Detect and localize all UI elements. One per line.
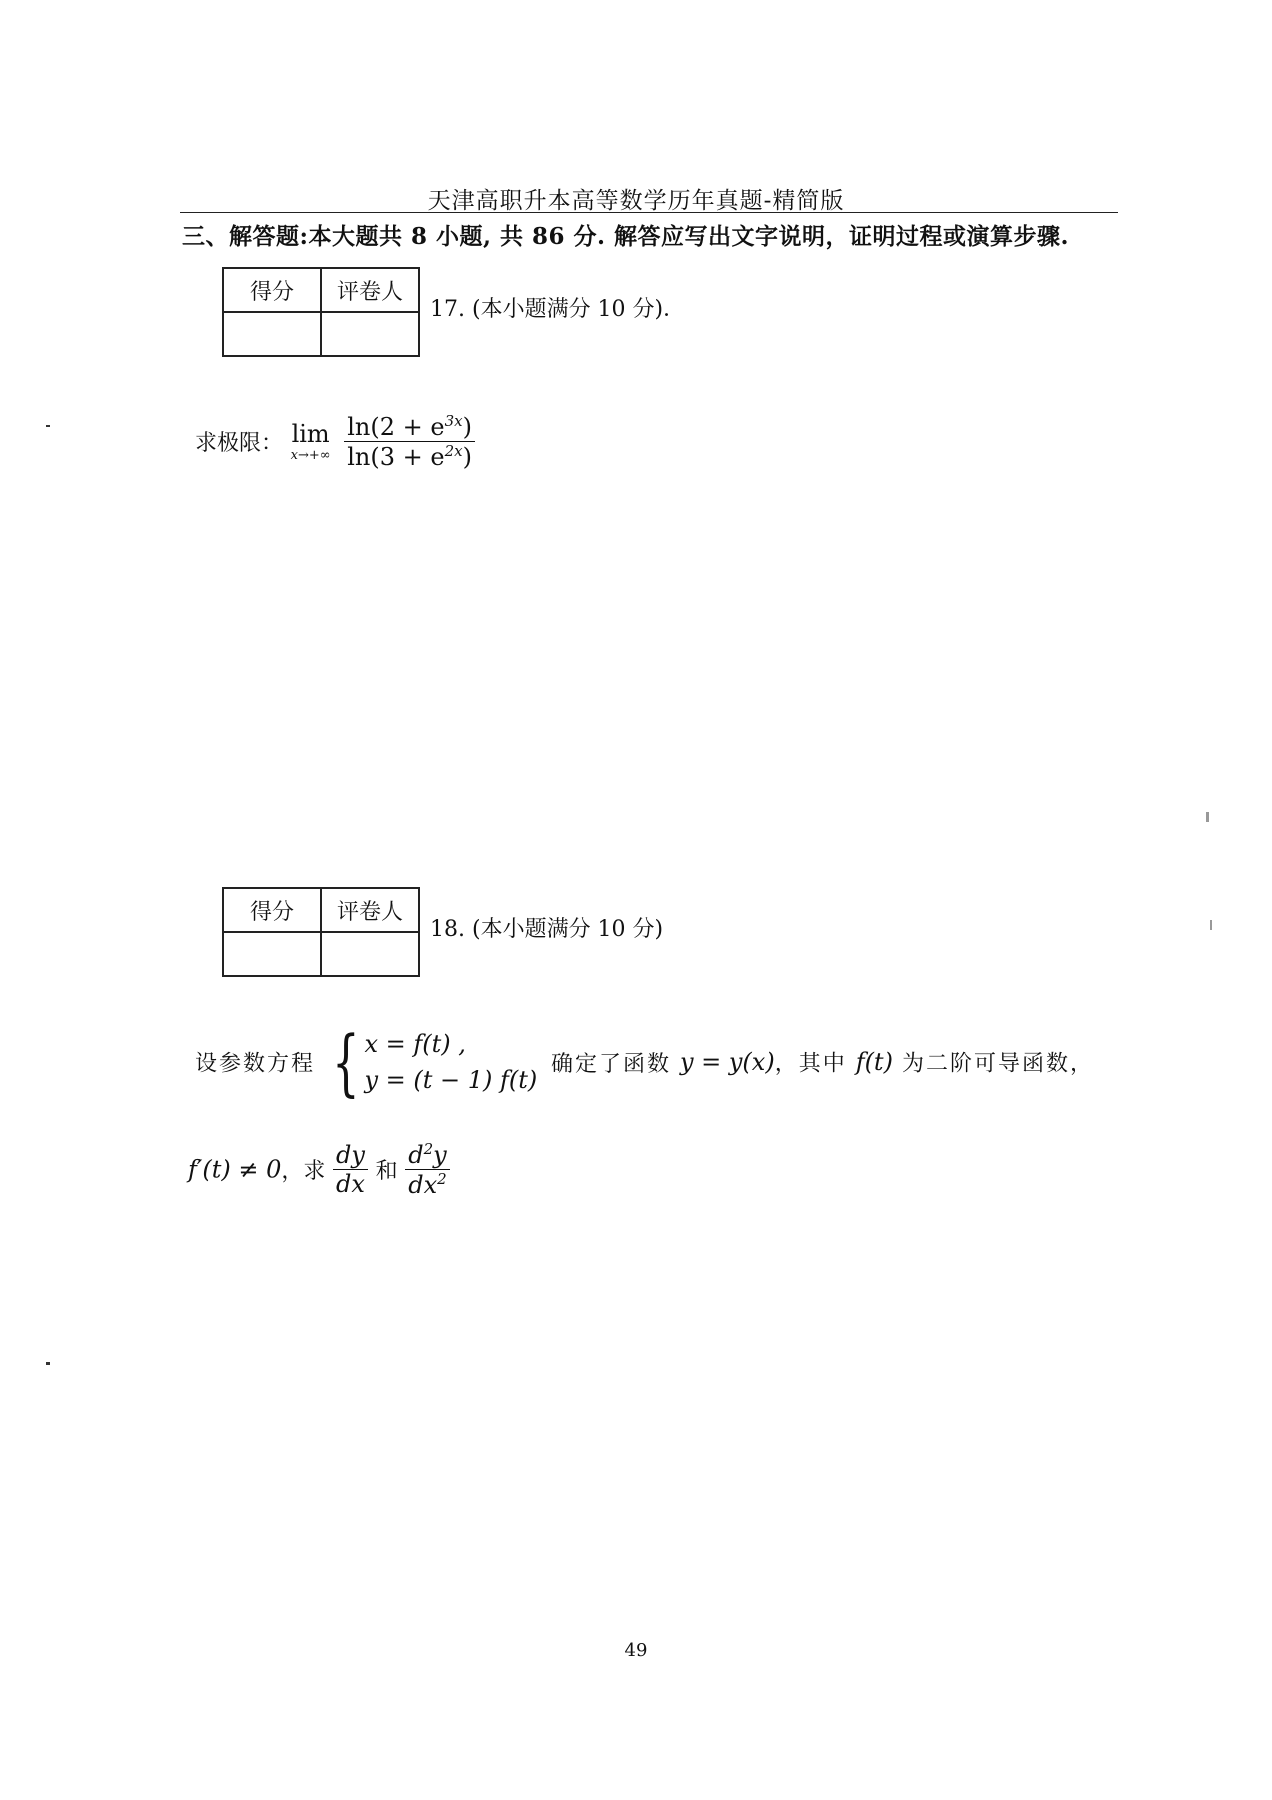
scan-speck [46, 1362, 50, 1365]
numerator-close: ) [462, 413, 472, 441]
question-17-title: 17. (本小题满分 10 分)． [430, 297, 686, 322]
scan-speck [1210, 920, 1212, 930]
numerator-text: ln(2 + e [347, 413, 445, 441]
score-table-q18 [222, 887, 420, 977]
d2-den-dx: dx [408, 1171, 438, 1199]
function-f: f(t) [855, 1048, 893, 1076]
parametric-cases [364, 1026, 537, 1098]
question-18-line1 [195, 1020, 1094, 1104]
score-header: 得分 [223, 888, 321, 932]
question-18-text-c: 为二阶可导函数， [892, 1051, 1094, 1077]
question-18-prompt: 设参数方程 [195, 1051, 316, 1077]
fraction-denominator [344, 442, 475, 471]
case-y: y = (t − 1) f(t) [364, 1066, 538, 1094]
score-cell [223, 932, 321, 976]
question-18-text-a: 确定了函数 [550, 1051, 680, 1077]
and-word: 和 [375, 1159, 398, 1184]
lim-word: lim [291, 420, 330, 448]
grader-cell [321, 312, 419, 356]
function-y: y = y(x) [679, 1048, 775, 1076]
scan-speck [46, 425, 50, 427]
page-number: 49 [624, 1640, 648, 1661]
grader-header: 评卷人 [321, 888, 419, 932]
parametric-system [323, 1020, 538, 1104]
case-x: x = f(t) , [364, 1030, 466, 1058]
d2-den-exp: 2 [437, 1170, 447, 1188]
question-17-prompt: 求极限： [195, 431, 284, 456]
question-18-ask: ，求 [281, 1159, 326, 1184]
first-derivative-den: dx [336, 1170, 365, 1198]
grader-header: 评卷人 [321, 268, 419, 312]
numerator-exponent: 3x [444, 412, 463, 430]
question-18-title: 18. (本小题满分 10 分) [430, 917, 664, 942]
lim-subscript: x→+∞ [290, 448, 331, 463]
denominator-close: ) [462, 443, 472, 471]
grader-cell [321, 932, 419, 976]
left-brace: { [331, 1020, 360, 1104]
score-table-q17 [222, 267, 420, 357]
first-derivative-num: dy [333, 1141, 368, 1170]
limit-fraction [344, 412, 475, 471]
second-derivative-num [405, 1140, 449, 1170]
score-cell [223, 312, 321, 356]
question-18-text-b: ，其中 [774, 1051, 856, 1077]
first-derivative [333, 1141, 368, 1198]
d2-num-y: y [433, 1141, 447, 1169]
second-derivative [405, 1140, 449, 1199]
limit-operator [291, 420, 331, 463]
d2-num-exp: 2 [423, 1140, 434, 1158]
question-18-line2 [188, 1140, 450, 1199]
section-heading: 三、解答题:本大题共 8 小题, 共 86 分. 解答应写出文字说明，证明过程或演算步骤. [182, 223, 1070, 250]
scan-speck [1206, 812, 1209, 822]
score-header: 得分 [223, 268, 321, 312]
denominator-text: ln(3 + e [347, 443, 445, 471]
question-17-body [195, 412, 475, 471]
denominator-exponent: 2x [444, 442, 463, 460]
derivative-condition: f′(t) ≠ 0 [188, 1155, 282, 1184]
fraction-numerator [344, 412, 475, 442]
header-rule [180, 212, 1118, 213]
d2-num-d: d [408, 1141, 424, 1169]
second-derivative-den [405, 1170, 449, 1199]
header-title: 天津高职升本高等数学历年真题-精简版 [427, 188, 845, 214]
